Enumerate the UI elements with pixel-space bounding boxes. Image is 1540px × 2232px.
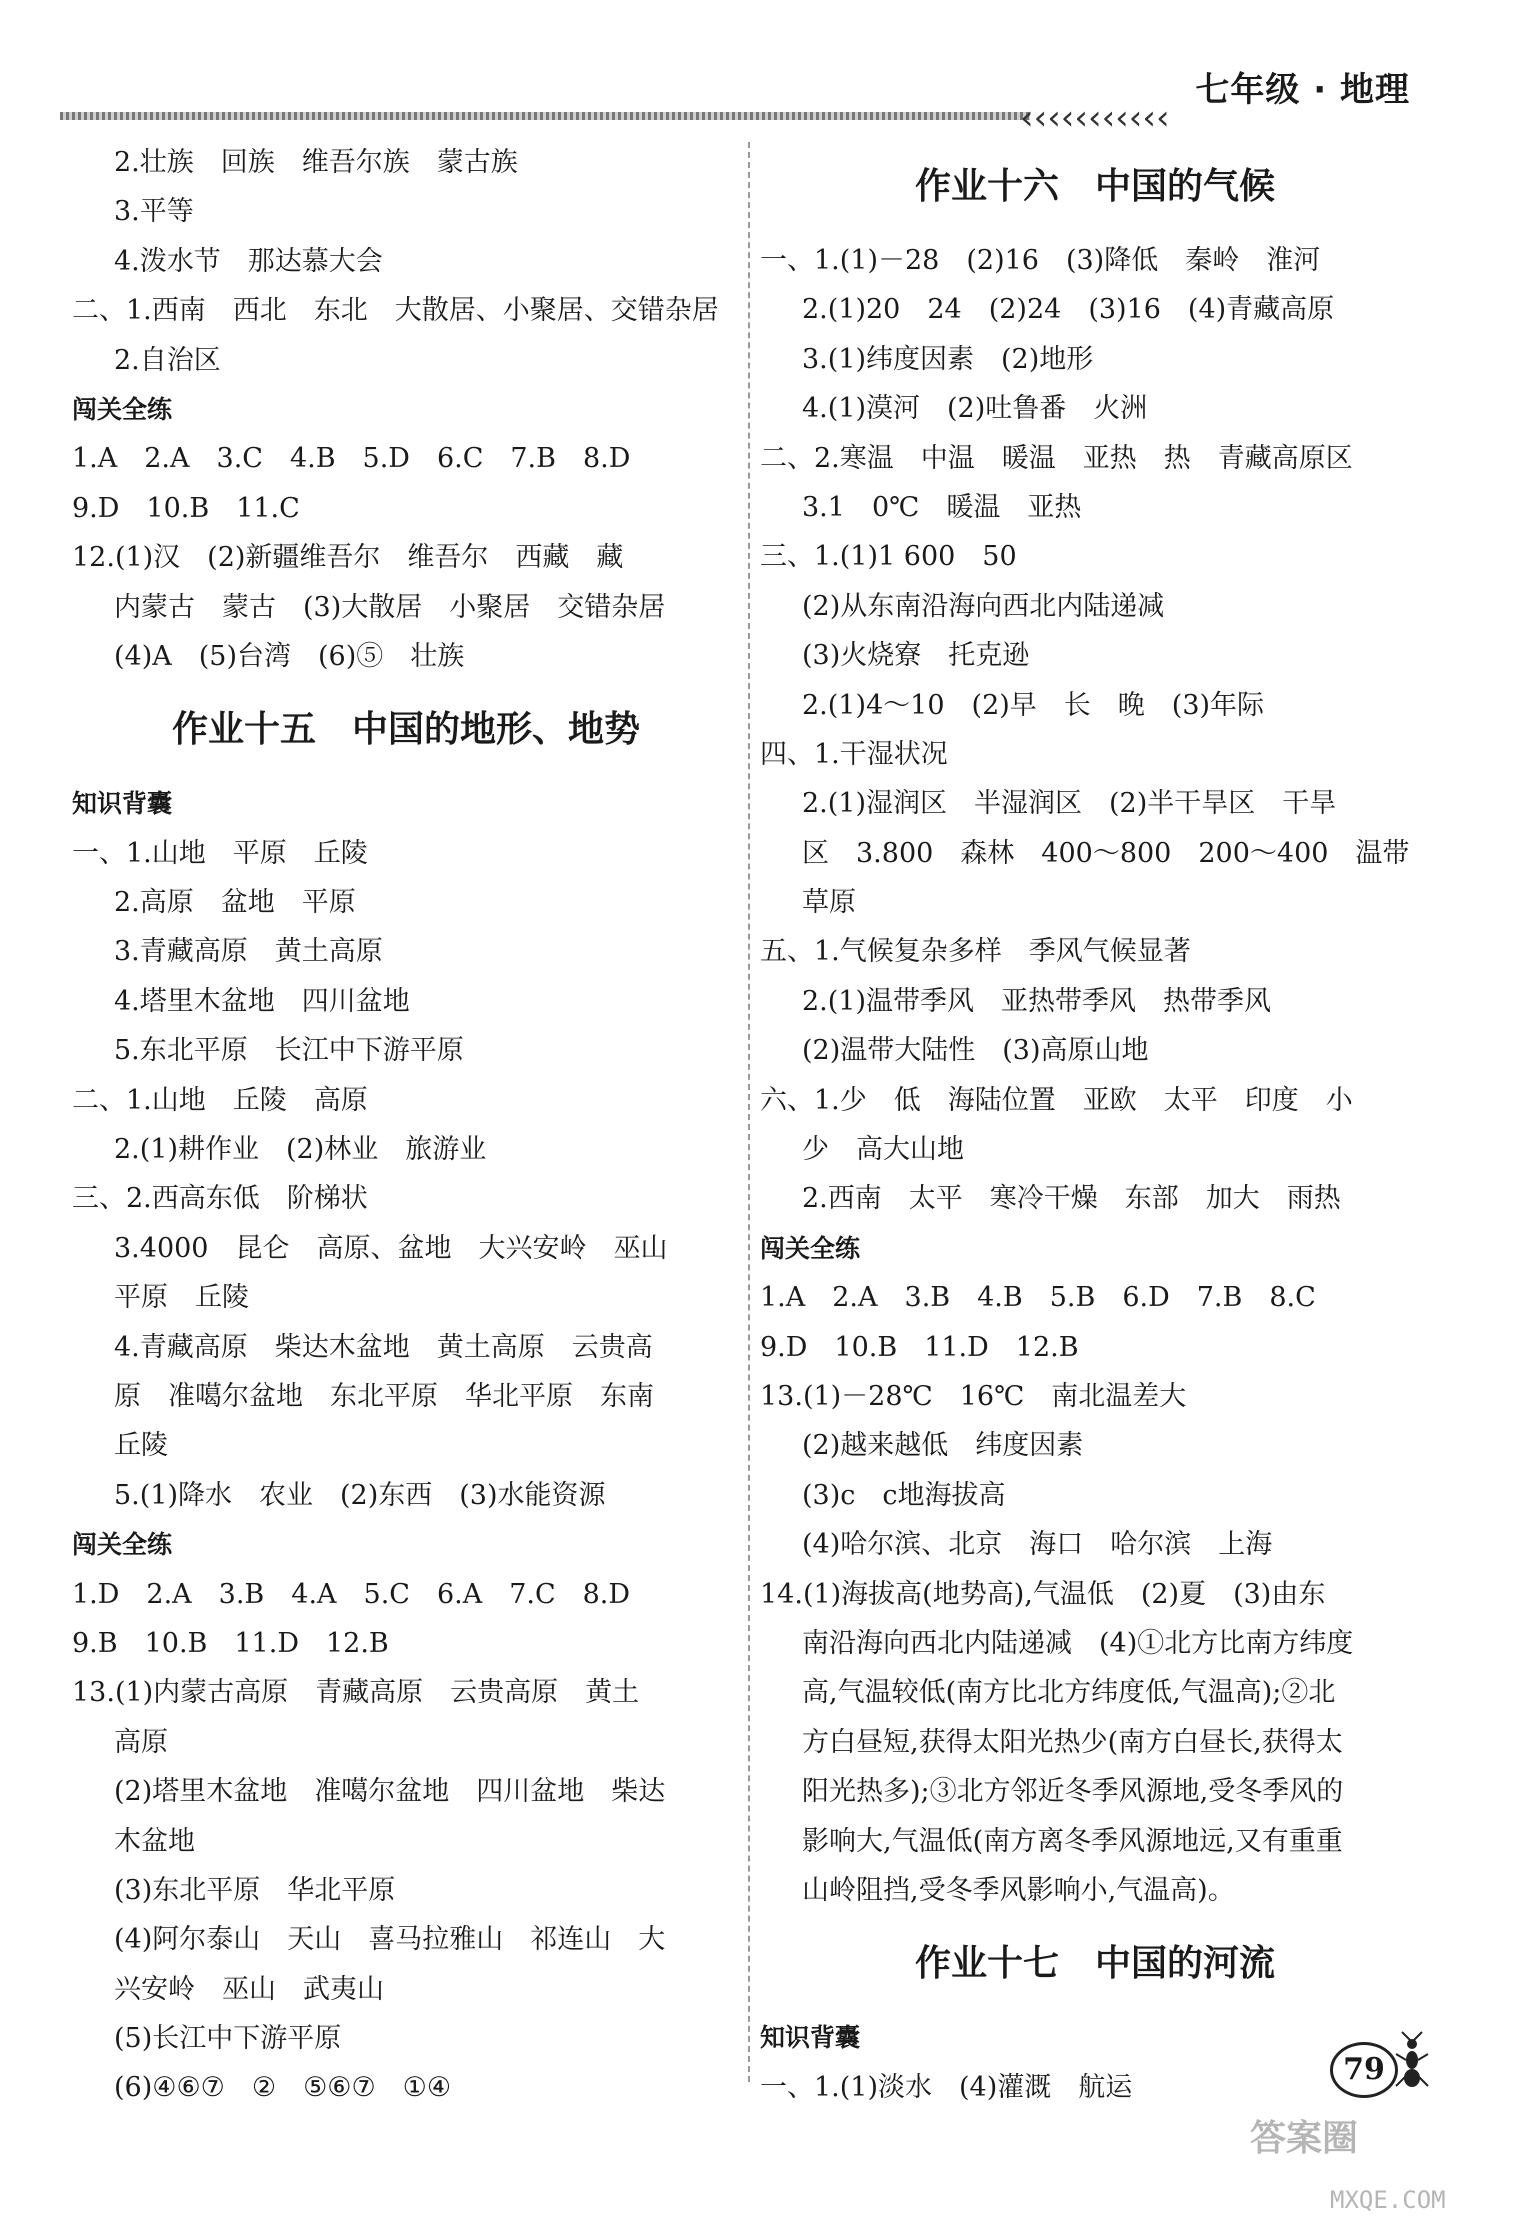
answer-line: 1.A 2.A 3.C 4.B 5.D 6.C 7.B 8.D [72,443,631,475]
answer-line: 一、1.(1)淡水 (4)灌溉 航运 [760,2071,1133,2103]
right-column [760,138,1430,2112]
subsection-label: 闯关全练 [72,1530,173,1560]
answer-line: 六、1.少 低 海陆位置 亚欧 太平 印度 小 [760,1084,1353,1116]
ant-mascot-icon [1392,2030,1432,2090]
answer-line: 9.D 10.B 11.D 12.B [760,1331,1079,1363]
answer-line: 高原 [114,1726,168,1758]
answer-line: 原 准噶尔盆地 东北平原 华北平原 东南 [114,1380,654,1412]
answer-line: 1.A 2.A 3.B 4.B 5.B 6.D 7.B 8.C [760,1282,1316,1314]
answer-line: 2.西南 太平 寒冷干燥 东部 加大 雨热 [802,1183,1341,1215]
answer-line: 兴安岭 巫山 武夷山 [114,1973,384,2005]
answer-line: (2)温带大陆性 (3)高原山地 [802,1035,1149,1067]
answer-line: 方白昼短,获得太阳光热少(南方白昼长,获得太 [802,1726,1343,1758]
answer-line: 一、1.(1)－28 (2)16 (3)降低 秦岭 淮河 [760,245,1321,276]
subsection-label: 闯关全练 [72,394,173,424]
answer-line: 少 高大山地 [802,1134,964,1166]
answer-line: 2.(1)温带季风 亚热带季风 热带季风 [802,985,1272,1017]
answer-line: (3)火烧寮 托克逊 [802,640,1030,672]
column-divider [748,142,750,2082]
page-number: 79 [1330,2042,1398,2098]
answer-line: 4.青藏高原 柴达木盆地 黄土高原 云贵高 [114,1331,653,1363]
answer-line: (4)阿尔泰山 天山 喜马拉雅山 祁连山 大 [114,1924,666,1956]
subsection-label: 知识背囊 [760,2023,861,2053]
answer-line: 12.(1)汉 (2)新疆维吾尔 维吾尔 西藏 藏 [72,542,624,574]
watermark-logo: 答案圈 [1250,2118,1359,2159]
answer-line: (5)长江中下游平原 [114,2023,342,2055]
answer-line: (2)越来越低 纬度因素 [802,1430,1084,1462]
answer-line: 区 3.800 森林 400～800 200～400 温带 [802,837,1410,869]
answer-line: 9.D 10.B 11.C [72,492,300,524]
header-chevrons-icon: ‹‹‹‹‹‹‹‹‹‹‹ [1020,98,1170,138]
answer-line: 13.(1)内蒙古高原 青藏高原 云贵高原 黄土 [72,1677,640,1709]
answer-line: 5.(1)降水 农业 (2)东西 (3)水能资源 [114,1479,606,1511]
answer-line: 5.东北平原 长江中下游平原 [114,1035,464,1067]
answer-line: 13.(1)－28℃ 16℃ 南北温差大 [760,1380,1187,1412]
answer-line: 14.(1)海拔高(地势高),气温低 (2)夏 (3)由东 [760,1578,1326,1610]
answer-line: 山岭阻挡,受冬季风影响小,气温高)。 [802,1874,1235,1906]
answer-line: 三、2.西高东低 阶梯状 [72,1183,368,1215]
answer-line: 2.高原 盆地 平原 [114,887,356,919]
answer-line: 二、1.西南 西北 东北 大散居、小聚居、交错杂居 [72,295,719,327]
answer-line: 南沿海向西北内陆递减 (4)①北方比南方纬度 [802,1627,1354,1659]
answer-line: 2.(1)20 24 (2)24 (3)16 (4)青藏高原 [802,294,1335,326]
watermark-url: MXQE.COM [1330,2186,1446,2214]
answer-line: (6)④⑥⑦ ② ⑤⑥⑦ ①④ [114,2072,452,2104]
answer-line: (3)c c地海拔高 [802,1479,1006,1511]
answer-line: 高,气温较低(南方比北方纬度低,气温高);②北 [802,1677,1336,1709]
answer-line: 1.D 2.A 3.B 4.A 5.C 6.A 7.C 8.D [72,1578,631,1610]
answer-line: 3.平等 [114,196,194,228]
subsection-label: 闯关全练 [760,1233,861,1263]
answer-line: (2)塔里木盆地 准噶尔盆地 四川盆地 柴达 [114,1776,666,1808]
answer-line: (4)A (5)台湾 (6)⑤ 壮族 [114,640,465,672]
answer-line: 一、1.山地 平原 丘陵 [72,837,368,869]
answer-line: 4.(1)漠河 (2)吐鲁番 火洲 [802,393,1148,425]
section-heading: 作业十五 中国的地形、地势 [171,709,640,751]
answer-line: 丘陵 [114,1430,168,1462]
section-heading: 作业十七 中国的河流 [914,1943,1275,1985]
answer-line: (4)哈尔滨、北京 海口 哈尔滨 上海 [802,1529,1273,1561]
header-rule [60,112,1030,120]
answer-line: 木盆地 [114,1825,195,1857]
answer-line: 2.(1)4～10 (2)早 长 晚 (3)年际 [802,689,1265,721]
answer-line: 2.(1)湿润区 半湿润区 (2)半干旱区 干旱 [802,788,1337,820]
answer-line: 3.4000 昆仑 高原、盆地 大兴安岭 巫山 [114,1232,668,1264]
answer-line: 4.泼水节 那达慕大会 [114,245,383,277]
answer-line: 二、1.山地 丘陵 高原 [72,1084,368,1116]
answer-line: (2)从东南沿海向西北内陆递减 [802,590,1165,622]
answer-line: 二、2.寒温 中温 暖温 亚热 热 青藏高原区 [760,442,1353,474]
answer-line: 9.B 10.B 11.D 12.B [72,1627,389,1659]
answer-line: 2.自治区 [114,344,221,376]
answer-line: 三、1.(1)1 600 50 [760,541,1017,573]
answer-line: 内蒙古 蒙古 (3)大散居 小聚居 交错杂居 [114,591,666,623]
answer-line: 2.(1)耕作业 (2)林业 旅游业 [114,1134,487,1166]
answer-line: 四、1.干湿状况 [760,738,948,770]
answer-line: 3.青藏高原 黄土高原 [114,936,383,968]
answer-line: 阳光热多);③北方邻近冬季风源地,受冬季风的 [802,1776,1344,1808]
section-heading: 作业十六 中国的气候 [914,166,1275,207]
header-title: 七年级 · 地理 [1195,70,1410,110]
answer-line: 3.1 0℃ 暖温 亚热 [802,491,1082,523]
answer-line: 平原 丘陵 [114,1282,249,1314]
answer-line: 草原 [802,887,856,919]
answer-line: 影响大,气温低(南方离冬季风源地远,又有重重 [802,1825,1343,1857]
answer-line: (3)东北平原 华北平原 [114,1874,396,1906]
answer-line: 3.(1)纬度因素 (2)地形 [802,343,1094,375]
answer-line: 4.塔里木盆地 四川盆地 [114,985,410,1017]
answer-line: 五、1.气候复杂多样 季风气候显著 [760,936,1191,968]
answer-line: 2.壮族 回族 维吾尔族 蒙古族 [114,147,518,178]
subsection-label: 知识背囊 [72,789,173,819]
left-column [72,138,740,2113]
